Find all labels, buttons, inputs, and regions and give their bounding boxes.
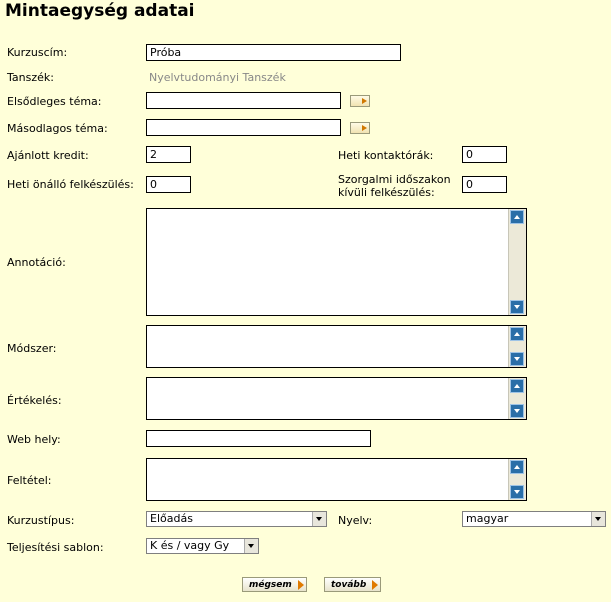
extra-study-label-line2: kívüli felkészülés: xyxy=(338,186,435,199)
website-label: Web hely: xyxy=(7,433,61,446)
course-type-select[interactable] xyxy=(146,511,327,527)
weekly-self-study-input[interactable]: 0 xyxy=(146,176,191,193)
evaluation-textarea[interactable] xyxy=(146,377,527,420)
next-button[interactable]: tovább xyxy=(324,577,381,592)
chevron-down-icon[interactable] xyxy=(244,539,258,553)
secondary-topic-picker-icon[interactable] xyxy=(350,122,370,134)
method-textarea[interactable] xyxy=(146,325,527,368)
condition-textarea[interactable] xyxy=(146,458,527,501)
scroll-up-icon[interactable] xyxy=(510,379,524,393)
scroll-down-icon[interactable] xyxy=(510,300,524,314)
chevron-down-icon[interactable] xyxy=(312,512,326,526)
course-title-label: Kurzuscím: xyxy=(7,46,68,59)
extra-study-label-line1: Szorgalmi időszakon xyxy=(338,173,451,186)
course-type-label: Kurzustípus: xyxy=(7,514,75,527)
primary-topic-picker-icon[interactable] xyxy=(350,95,370,107)
method-label: Módszer: xyxy=(7,342,57,355)
evaluation-scrollbar[interactable] xyxy=(508,378,526,419)
primary-topic-input[interactable] xyxy=(146,92,341,109)
completion-template-label: Teljesítési sablon: xyxy=(7,541,104,554)
annotation-label: Annotáció: xyxy=(7,256,66,269)
page-title: Mintaegység adatai xyxy=(5,1,195,21)
course-title-input[interactable]: Próba xyxy=(146,44,401,61)
annotation-textarea[interactable] xyxy=(146,208,527,316)
scroll-up-icon[interactable] xyxy=(510,327,524,341)
primary-topic-label: Elsődleges téma: xyxy=(7,95,102,108)
scroll-down-icon[interactable] xyxy=(510,404,524,418)
cancel-button[interactable]: mégsem xyxy=(242,577,307,592)
department-value: Nyelvtudományi Tanszék xyxy=(149,71,286,84)
credits-label: Ajánlott kredit: xyxy=(7,149,89,162)
secondary-topic-input[interactable] xyxy=(146,119,341,136)
weekly-self-study-label: Heti önálló felkészülés: xyxy=(7,178,134,191)
language-label: Nyelv: xyxy=(338,514,373,527)
method-scrollbar[interactable] xyxy=(508,326,526,367)
extra-study-input[interactable]: 0 xyxy=(462,176,507,193)
completion-template-selected: K és / vagy Gy xyxy=(150,539,230,552)
completion-template-select[interactable] xyxy=(146,538,259,554)
scroll-down-icon[interactable] xyxy=(510,352,524,366)
condition-scrollbar[interactable] xyxy=(508,459,526,500)
weekly-contact-input[interactable]: 0 xyxy=(462,146,507,163)
chevron-down-icon[interactable] xyxy=(591,512,605,526)
language-select[interactable] xyxy=(462,511,606,527)
credits-input[interactable]: 2 xyxy=(146,146,191,163)
scroll-up-icon[interactable] xyxy=(510,210,524,224)
scroll-up-icon[interactable] xyxy=(510,460,524,474)
language-selected: magyar xyxy=(466,512,509,525)
course-type-selected: Előadás xyxy=(150,512,193,525)
annotation-scrollbar[interactable] xyxy=(508,209,526,315)
website-input[interactable] xyxy=(146,430,371,447)
evaluation-label: Értékelés: xyxy=(7,394,62,407)
scroll-down-icon[interactable] xyxy=(510,485,524,499)
secondary-topic-label: Másodlagos téma: xyxy=(7,122,108,135)
condition-label: Feltétel: xyxy=(7,474,52,487)
weekly-contact-label: Heti kontaktórák: xyxy=(338,149,434,162)
department-label: Tanszék: xyxy=(7,71,54,84)
